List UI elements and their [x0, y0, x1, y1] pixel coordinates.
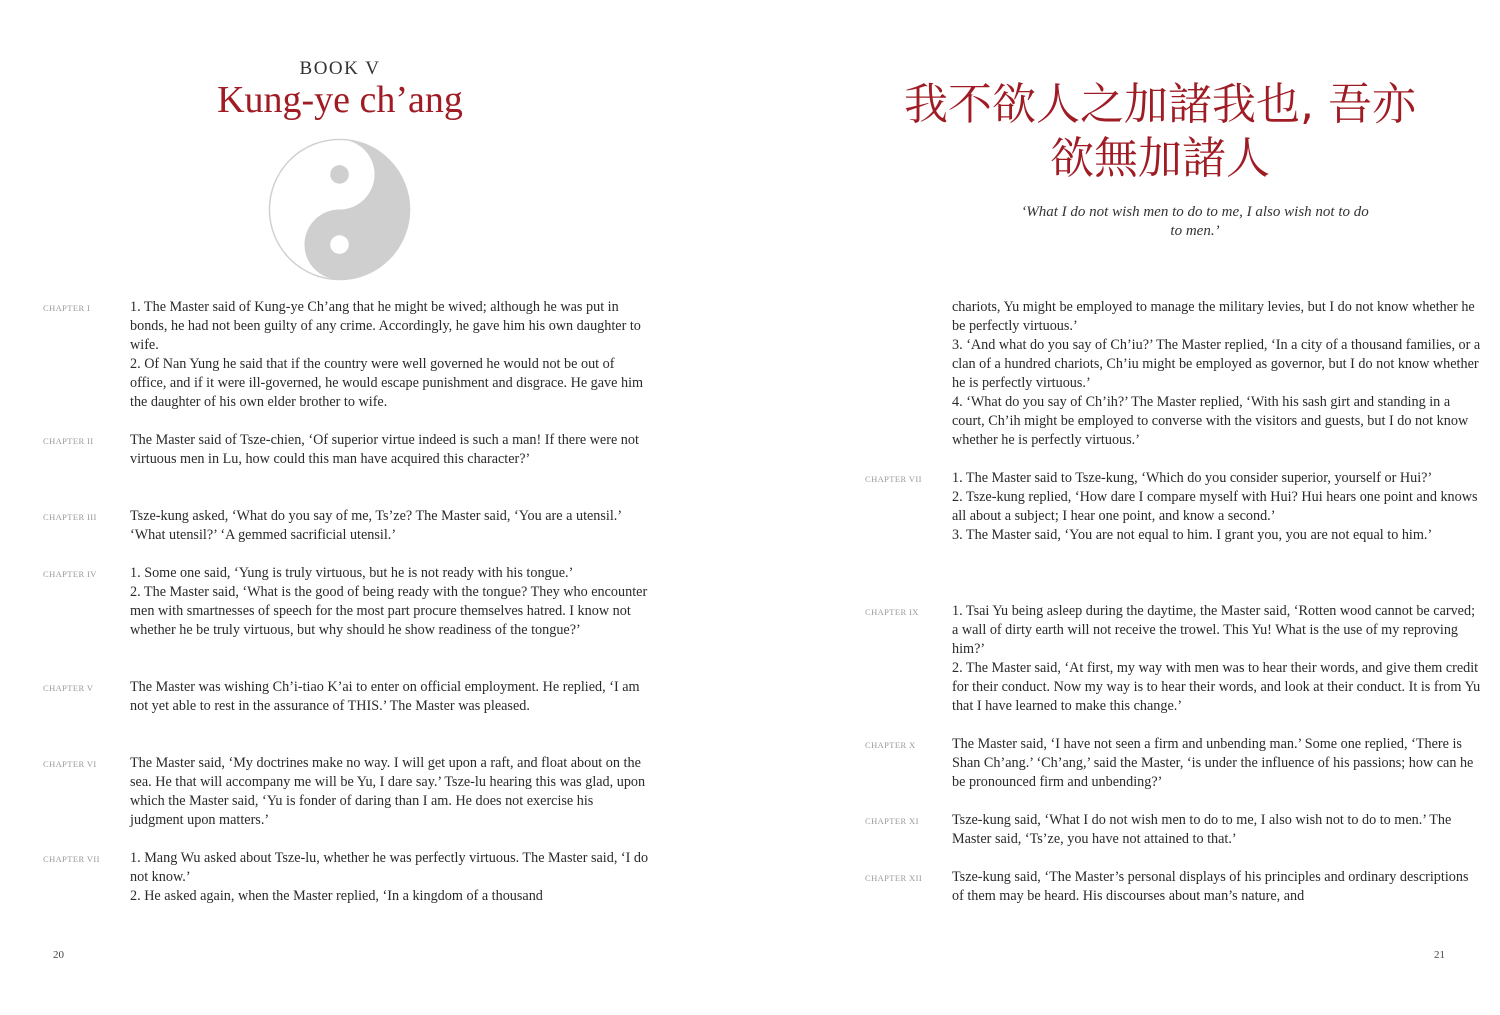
paragraph: 1. Tsai Yu being asleep during the daytime, the Master said, ‘Rotten wood cannot be carved; a wall of dirty earth will not receive the trowel. This Yu! What is the use of my reproving him?’: [952, 603, 1476, 657]
chapter-text: [952, 735, 1482, 792]
paragraph: 1. The Master said of Kung-ye Ch’ang that he might be wived; although he was put in bonds, he had not been guilty of any crime. Accordingly, he gave him his own daughter to wife.: [130, 299, 641, 353]
chapter-text: [952, 811, 1482, 849]
chapter-text: [130, 678, 650, 716]
paragraph: 1. The Master said to Tsze-kung, ‘Which do you consider superior, yourself or Hui?’: [952, 470, 1433, 486]
chapter-text: [130, 754, 650, 830]
paragraph: 2. Of Nan Yung he said that if the country were well governed he would not be out of office, and if it were ill-governed, he would escape punishment and disgrace. He gave him the daughter of his own elder brother to wife.: [130, 356, 644, 410]
chapter-label: CHAPTER VII: [43, 854, 100, 864]
chapter-label: CHAPTER I: [43, 303, 91, 313]
chapter-text: [952, 868, 1482, 906]
chapter-text: [952, 469, 1482, 545]
chapter-label: CHAPTER IV: [43, 569, 97, 579]
paragraph: 3. The Master said, ‘You are not equal to him. I grant you, you are not equal to him.’: [952, 527, 1433, 543]
paragraph: chariots, Yu might be employed to manage the military levies, but I do not know whether he be perfectly virtuous.’: [952, 299, 1475, 334]
paragraph: 1. Some one said, ‘Yung is truly virtuous, but he is not ready with his tongue.’: [130, 565, 574, 581]
paragraph: Tsze-kung asked, ‘What do you say of me, Ts’ze? The Master said, ‘You are a utensil.’ ‘What utensil?’ ‘A gemmed sacrificial utensil.’: [130, 508, 622, 543]
paragraph: 2. The Master said, ‘At first, my way with men was to hear their words, and give them credit for their conduct. Now my way is to hear their words, and look at their conduct. It is from Yu that I have learned to make this change.’: [952, 660, 1481, 714]
chapter-label: CHAPTER III: [43, 512, 97, 522]
paragraph: The Master said of Tsze-chien, ‘Of superior virtue indeed is such a man! If there were not virtuous men in Lu, how could this man have acquired this character?’: [130, 432, 639, 467]
paragraph: 4. ‘What do you say of Ch’ih?’ The Master replied, ‘With his sash girt and standing in a court, Ch’ih might be employed to converse with the visitors and guests, but I do not know whether he is perfectly virtuous.’: [952, 394, 1469, 448]
chapter-label: CHAPTER XII: [865, 873, 923, 883]
paragraph: 3. ‘And what do you say of Ch’iu?’ The Master replied, ‘In a city of a thousand families, or a clan of a hundred chariots, Ch’iu might be employed as governor, but I do not know whether he is perfectly virtuous.’: [952, 337, 1481, 391]
paragraph: 2. He asked again, when the Master replied, ‘In a kingdom of a thousand: [130, 888, 543, 904]
yin-yang-icon: [268, 138, 411, 281]
chapter-label: CHAPTER II: [43, 436, 94, 446]
paragraph: Tsze-kung said, ‘What I do not wish men to do to me, I also wish not to do to men.’ The Master said, ‘Ts’ze, you have not attained to that.’: [952, 812, 1452, 847]
paragraph: 2. The Master said, ‘What is the good of being ready with the tongue? They who encounter men with smartnesses of speech for the most part procure themselves hatred. I know not whether he be truly virtuous, but why should he show readiness of the tongue?’: [130, 584, 648, 638]
page-number: 20: [53, 949, 64, 961]
chapter-label: CHAPTER VI: [43, 759, 97, 769]
paragraph: 1. Mang Wu asked about Tsze-lu, whether he was perfectly virtuous. The Master said, ‘I do not know.’: [130, 850, 649, 885]
paragraph: The Master said, ‘I have not seen a firm and unbending man.’ Some one replied, ‘There is Shan Ch’ang.’ ‘Ch’ang,’ said the Master, ‘is under the influence of his passions; how can he be pronounced firm and unbending?’: [952, 736, 1474, 790]
paragraph: The Master said, ‘My doctrines make no way. I will get upon a raft, and float about on the sea. He that will accompany me will be Yu, I dare say.’ Tsze-lu hearing this was glad, upon which the Master said, ‘Yu is fonder of daring than I am. He does not exercise his judgment upon matters.’: [130, 755, 646, 828]
chapter-label: CHAPTER VII: [865, 474, 922, 484]
right-page: [750, 0, 1500, 1015]
chapter-label: CHAPTER XI: [865, 816, 919, 826]
paragraph: The Master was wishing Ch’i-tiao K’ai to enter on official employment. He replied, ‘I am not yet able to rest in the assurance of THIS.’ The Master was pleased.: [130, 679, 640, 714]
paragraph: 2. Tsze-kung replied, ‘How dare I compare myself with Hui? Hui hears one point and knows all about a subject; I hear one point, and know a second.’: [952, 489, 1478, 524]
paragraph: Tsze-kung said, ‘The Master’s personal displays of his principles and ordinary descriptions of them may be heard. His discourses about man’s nature, and: [952, 869, 1469, 904]
chapter-text: [130, 849, 650, 906]
chapter-text: [130, 507, 650, 545]
continued-text: [952, 298, 1482, 450]
chinese-quote-line: 欲無加諸人: [1050, 133, 1270, 184]
chinese-quote-line: 我不欲人之加諸我也, 吾亦: [904, 79, 1416, 130]
chapter-label: CHAPTER IX: [865, 607, 919, 617]
page-number: 21: [1434, 949, 1445, 961]
chapter-text: [130, 431, 650, 469]
chapter-text: [130, 564, 650, 640]
chapter-text: [130, 298, 650, 412]
book-title: Kung-ye ch’ang: [217, 79, 463, 121]
chapter-text: [952, 602, 1482, 716]
chapter-label: CHAPTER V: [43, 683, 94, 693]
quote-translation: ‘What I do not wish men to do to me, I also wish not to do to men.’: [1021, 204, 1369, 239]
chapter-label: CHAPTER X: [865, 740, 916, 750]
book-label: BOOK V: [299, 58, 381, 79]
chinese-quote: [850, 78, 1470, 186]
